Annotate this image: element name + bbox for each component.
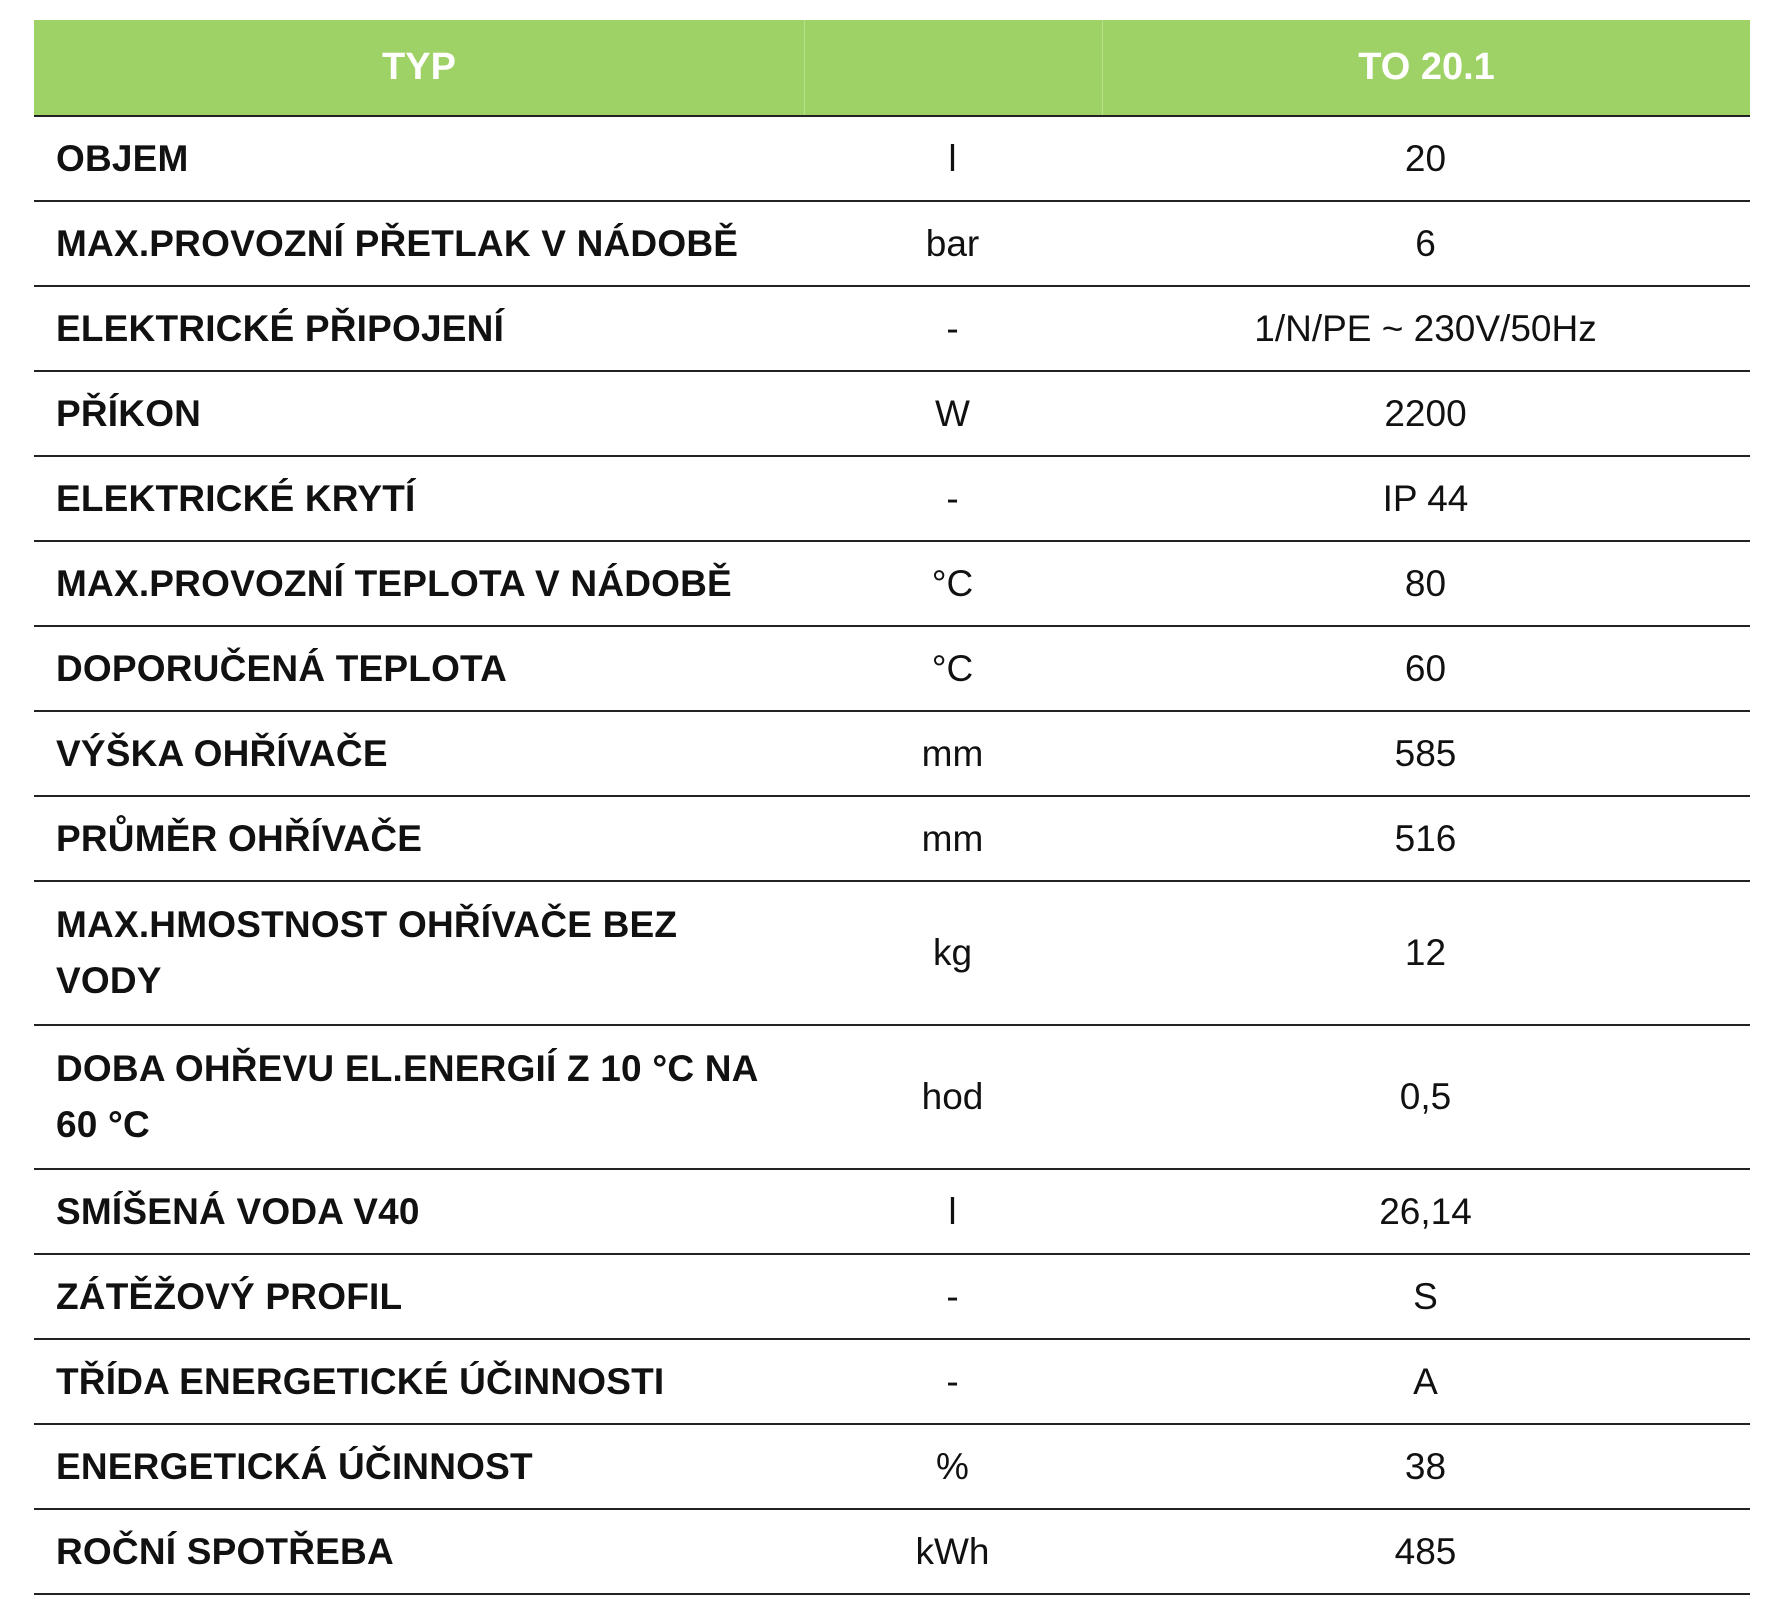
- row-label: MAX.PROVOZNÍ PŘETLAK V NÁDOBĚ: [56, 222, 739, 264]
- row-label: MAX.PROVOZNÍ TEPLOTA V NÁDOBĚ: [56, 562, 732, 604]
- row-label: ZÁTĚŽOVÝ PROFIL: [56, 1275, 403, 1317]
- row-value: 2200: [1384, 392, 1467, 434]
- table-row: [34, 1170, 1750, 1255]
- row-value: 516: [1394, 817, 1457, 859]
- table-row: [34, 627, 1750, 712]
- row-value: A: [1413, 1360, 1438, 1402]
- row-label: PRŮMĚR OHŘÍVAČE: [56, 817, 423, 859]
- row-value: 585: [1394, 732, 1457, 774]
- row-value: 12: [1404, 932, 1447, 973]
- table-row: [34, 1340, 1750, 1425]
- table-row: [34, 287, 1750, 372]
- row-label: TŘÍDA ENERGETICKÉ ÚČINNOSTI: [56, 1360, 665, 1402]
- row-unit: kg: [932, 932, 973, 973]
- row-label: SMÍŠENÁ VODA V40: [56, 1190, 420, 1232]
- row-unit: W: [935, 392, 970, 434]
- table-row: [34, 542, 1750, 627]
- row-unit: hod: [921, 1076, 984, 1117]
- row-label: MAX.HMOSTNOST OHŘÍVAČE BEZ VODY: [56, 904, 678, 1001]
- row-value: 26,14: [1379, 1190, 1472, 1232]
- row-value: 485: [1394, 1530, 1457, 1572]
- row-value: 60: [1404, 647, 1447, 689]
- table-row: [34, 797, 1750, 882]
- row-unit: mm: [921, 817, 984, 859]
- table-row: [34, 1255, 1750, 1340]
- row-label: ENERGETICKÁ ÚČINNOST: [56, 1445, 533, 1487]
- row-unit: l: [948, 1190, 957, 1232]
- table-row: [34, 1425, 1750, 1510]
- row-label: ROČNÍ SPOTŘEBA: [56, 1530, 394, 1572]
- row-value: 80: [1404, 562, 1447, 604]
- row-label: PŘÍKON: [56, 392, 202, 434]
- table-row: [34, 117, 1750, 202]
- row-unit: kWh: [915, 1530, 990, 1572]
- row-label: VÝŠKA OHŘÍVAČE: [56, 732, 388, 774]
- table-row: [34, 1510, 1750, 1595]
- row-unit: mm: [921, 732, 984, 774]
- row-unit: -: [946, 1360, 959, 1402]
- row-label: DOBA OHŘEVU EL.ENERGIÍ Z 10 °C NA 60 °C: [56, 1048, 758, 1145]
- header-unit-blank: [805, 20, 1103, 115]
- row-unit: °C: [931, 562, 974, 604]
- row-unit: °C: [931, 647, 974, 689]
- row-value: S: [1413, 1275, 1438, 1317]
- table-row: [34, 1026, 1750, 1170]
- row-value: 6: [1415, 222, 1436, 264]
- table-row: [34, 882, 1750, 1026]
- row-value: IP 44: [1382, 477, 1469, 519]
- row-unit: l: [948, 137, 957, 179]
- table-header: [34, 20, 1750, 117]
- table-row: [34, 372, 1750, 457]
- header-model: TO 20.1: [1358, 46, 1495, 88]
- row-unit: -: [946, 1275, 959, 1317]
- row-unit: %: [936, 1445, 969, 1487]
- row-label: DOPORUČENÁ TEPLOTA: [56, 647, 508, 689]
- row-value: 1/N/PE ~ 230V/50Hz: [1254, 307, 1597, 349]
- row-label: ELEKTRICKÉ KRYTÍ: [56, 477, 416, 519]
- row-value: 38: [1404, 1445, 1447, 1487]
- spec-table: [34, 20, 1750, 1595]
- row-label: OBJEM: [56, 137, 189, 179]
- row-label: ELEKTRICKÉ PŘIPOJENÍ: [56, 307, 505, 349]
- table-row: [34, 457, 1750, 542]
- table-row: [34, 202, 1750, 287]
- row-unit: -: [946, 477, 959, 519]
- row-unit: -: [946, 307, 959, 349]
- row-value: 0,5: [1399, 1076, 1452, 1117]
- table-row: [34, 712, 1750, 797]
- row-unit: bar: [925, 222, 980, 264]
- row-value: 20: [1404, 137, 1447, 179]
- header-type: TYP: [34, 20, 805, 115]
